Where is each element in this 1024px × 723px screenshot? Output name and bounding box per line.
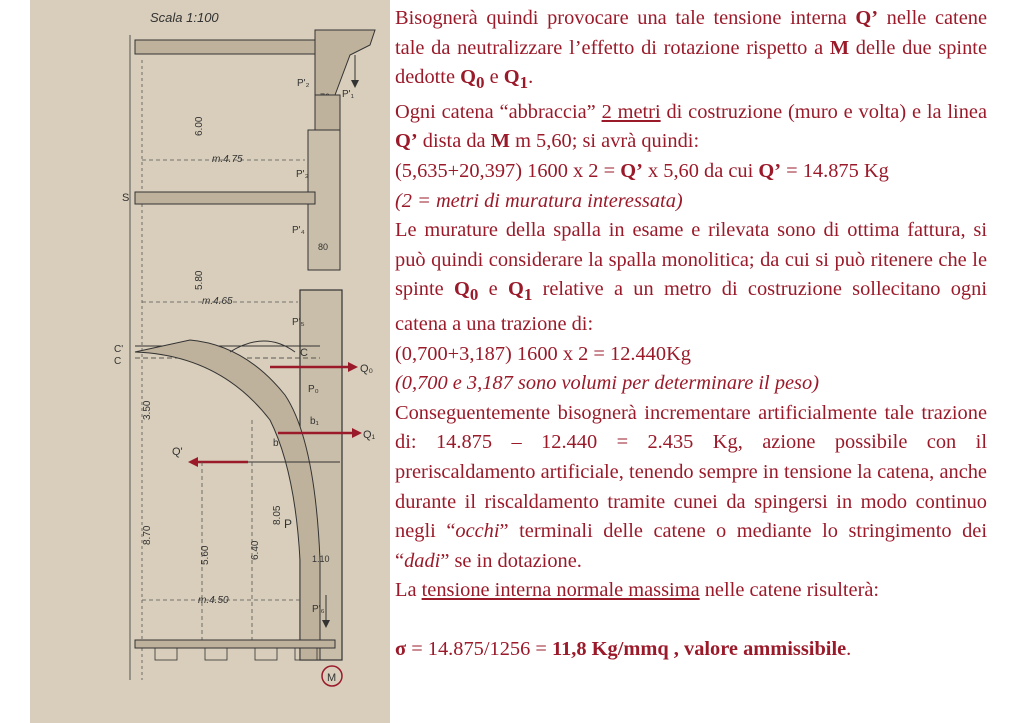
label-m4-75: m.4.75 bbox=[212, 154, 243, 165]
label-80: 80 bbox=[318, 242, 329, 252]
p10-text-b: = 14.875/1256 = bbox=[406, 638, 553, 661]
label-p4: P'₄ bbox=[292, 225, 305, 236]
p2-2-metri: 2 metri bbox=[601, 100, 661, 123]
label-1-10: 1.10 bbox=[312, 554, 330, 564]
p2-text-g: m 5,60; si avrà quindi: bbox=[509, 130, 700, 153]
label-p5: P'₅ bbox=[292, 317, 305, 328]
label-m: M bbox=[327, 672, 337, 684]
section-drawing-svg bbox=[30, 0, 390, 723]
label-p0: P₀ bbox=[308, 384, 319, 395]
label-p6: P'₆ bbox=[312, 604, 325, 615]
p5-text-g: relative a un metro di costruzione sollecitano ogni catena a una trazione di: bbox=[395, 278, 987, 336]
label-q-prime: Q' bbox=[172, 446, 183, 458]
label-5-60: 5.60 bbox=[200, 545, 211, 565]
paragraph-5 bbox=[395, 216, 987, 339]
paragraph-4 bbox=[395, 187, 987, 217]
p10-result: 11,8 Kg/mmq , valore ammissibile bbox=[552, 638, 847, 661]
scale-label: Scala 1:100 bbox=[150, 10, 219, 25]
p7-note: (0,700 e 3,187 sono volumi per determinare il peso) bbox=[395, 372, 819, 395]
paragraph-3 bbox=[395, 157, 987, 187]
p3-text-c: x 5,60 da cui bbox=[642, 160, 759, 183]
p4-note: (2 = metri di muratura interessata) bbox=[395, 189, 683, 212]
p1-text-a: Bisognerà quindi provocare una tale tensione interna bbox=[395, 7, 856, 29]
p9-text-c: nelle catene risulterà: bbox=[699, 579, 880, 602]
label-p1: P'₁ bbox=[342, 89, 354, 100]
p1-q-prime: Q’ bbox=[855, 7, 878, 29]
label-m4-50: m.4.50 bbox=[198, 595, 229, 606]
label-m4-65: m.4.65 bbox=[202, 296, 233, 307]
p5-q1: Q bbox=[507, 278, 524, 301]
p5-text-a: Le murature della spalla in esame e rilevata sono di ottima fattura, si può quindi considerare la spalla monolitica; da cui si può ritenere che le spinte bbox=[395, 219, 987, 301]
p8-text-a: Conseguentemente bisognerà incrementare artificialmente tale trazione di: 14.875 – 12.440 = 2.435 Kg, azione possibile con il preriscaldamento artificiale, tenendo sempre in tensione la catena, anche durante il riscaldamento tramite cunei da spingersi in modo continuo negli “ bbox=[395, 401, 987, 543]
p2-q-prime: Q’ bbox=[395, 130, 418, 153]
p3-text-a: (5,635+20,397) 1600 x 2 = bbox=[395, 160, 621, 183]
label-p3: P'₃ bbox=[296, 169, 309, 180]
p1-text-e: delle due spinte dedotte bbox=[395, 36, 987, 89]
label-8-70: 8.70 bbox=[142, 525, 153, 545]
p5-q0: Q bbox=[453, 278, 470, 301]
p1-text-h: e bbox=[484, 66, 504, 89]
label-s: S bbox=[122, 192, 130, 204]
label-b1: b₁ bbox=[310, 416, 319, 427]
paragraph-2 bbox=[395, 98, 987, 157]
label-3-50: 3.50 bbox=[142, 400, 153, 420]
p5-text-d: e bbox=[478, 278, 508, 301]
p8-dadi: dadi bbox=[404, 549, 441, 572]
label-5-80: 5.80 bbox=[194, 270, 205, 290]
label-p: P bbox=[284, 517, 293, 531]
p5-q0-sub: 0 bbox=[469, 285, 479, 305]
p5-q1-sub: 1 bbox=[523, 285, 533, 305]
technical-drawing bbox=[30, 0, 390, 723]
p1-q1: Q bbox=[503, 66, 520, 89]
p9-tensione: tensione interna normale massima bbox=[421, 579, 700, 602]
paragraph-6: (0,700+3,187) 1600 x 2 = 12.440Kg bbox=[395, 342, 691, 365]
explanation-text bbox=[395, 4, 987, 665]
p3-q-prime-2: Q’ bbox=[758, 160, 782, 183]
p3-text-e: = 14.875 Kg bbox=[781, 160, 889, 183]
p9-text-a: La bbox=[395, 579, 422, 602]
p2-text-c: di costruzione (muro e volta) e la linea bbox=[660, 100, 988, 123]
label-6-00: 6.00 bbox=[194, 116, 205, 136]
p2-text-e: dista da bbox=[417, 130, 491, 153]
label-c-right: C bbox=[300, 347, 308, 359]
p8-text-e: ” se in dotazione. bbox=[440, 549, 582, 572]
label-q1: Q₁ bbox=[363, 429, 376, 441]
label-q0: Q₀ bbox=[360, 363, 374, 375]
p1-q0: Q bbox=[460, 66, 476, 89]
p1-m: M bbox=[829, 36, 850, 59]
label-6-40: 6.40 bbox=[250, 540, 261, 560]
label-8-05: 8.05 bbox=[272, 505, 283, 525]
p2-text-a: Ogni catena “abbraccia” bbox=[395, 100, 602, 123]
p10-text-d: . bbox=[846, 638, 852, 661]
label-b: b bbox=[273, 438, 279, 449]
p8-text-c: ” terminali delle catene o mediante lo stringimento dei “ bbox=[395, 520, 988, 572]
p1-text-c: nelle catene tale da neutralizzare l’effetto di rotazione rispetto a bbox=[395, 7, 988, 59]
p2-m: M bbox=[490, 130, 510, 153]
p10-sigma: σ bbox=[395, 638, 407, 661]
p8-occhi: occhi bbox=[455, 520, 500, 543]
p1-q1-sub: 1 bbox=[519, 73, 529, 93]
p3-q-prime: Q’ bbox=[620, 160, 643, 183]
paragraph-10 bbox=[395, 635, 987, 665]
label-c-left: C bbox=[114, 356, 122, 367]
paragraph-8 bbox=[395, 399, 987, 577]
paragraph-1 bbox=[395, 4, 987, 98]
paragraph-7 bbox=[395, 369, 987, 399]
label-c-prime: C' bbox=[114, 344, 124, 355]
label-p2: P'₂ bbox=[297, 78, 310, 89]
p1-text-k: . bbox=[528, 66, 534, 89]
p1-q0-sub: 0 bbox=[476, 73, 485, 93]
paragraph-9 bbox=[395, 576, 987, 606]
